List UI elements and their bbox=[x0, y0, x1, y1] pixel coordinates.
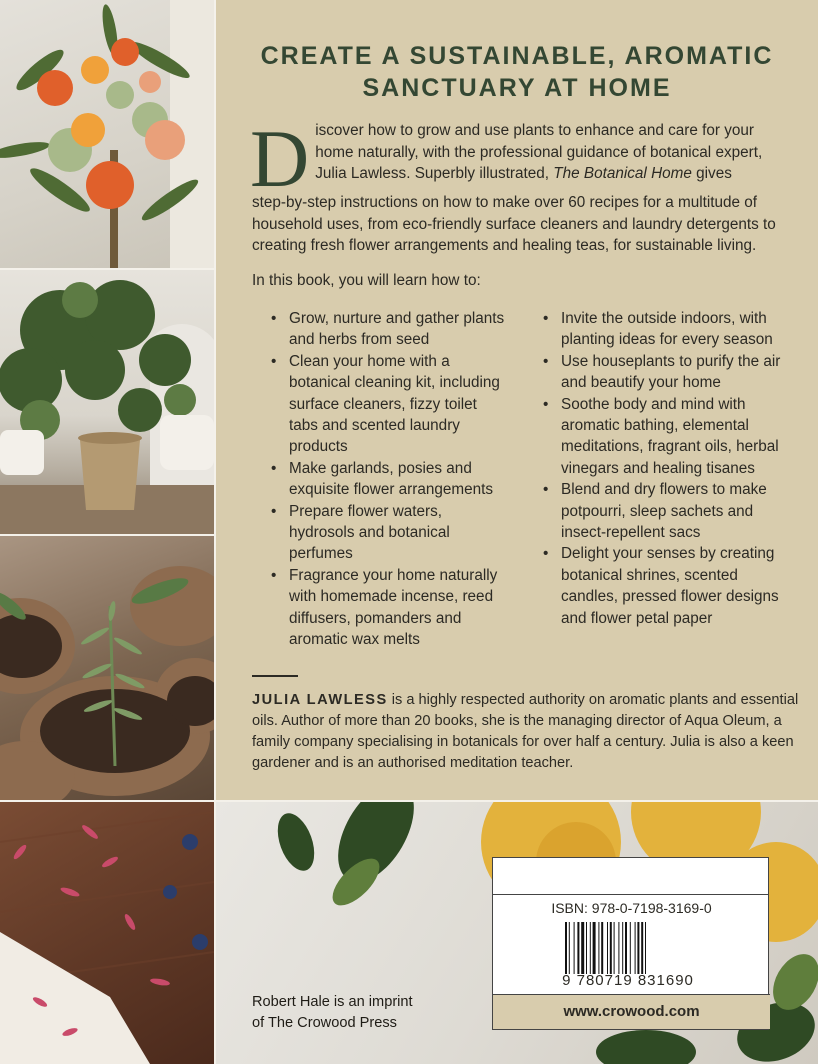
bullet-line: tabs and scented laundry bbox=[289, 417, 460, 435]
bullet-line: • Invite the outside indoors, with bbox=[561, 310, 767, 327]
publisher-url: www.crowood.com bbox=[493, 994, 770, 1029]
bullet-line: • Prepare flower waters, bbox=[289, 502, 443, 520]
bullet-line: aromatic wax melts bbox=[289, 631, 420, 649]
intro-line-text: Julia Lawless. Superbly illustrated, bbox=[315, 165, 554, 182]
bullet-line: surface cleaners, fizzy toilet bbox=[289, 395, 477, 413]
bullet-item bbox=[543, 394, 803, 480]
intro-line bbox=[252, 163, 780, 185]
bullet-list-left bbox=[271, 308, 511, 651]
bullet-line: botanical shrines, scented bbox=[561, 566, 738, 584]
flower-bouquet-photo bbox=[0, 0, 214, 268]
page-title bbox=[216, 40, 818, 104]
barcode-icon bbox=[563, 922, 695, 974]
intro-paragraph bbox=[250, 113, 780, 257]
intro-line: home naturally, with the professional guidance of botanical expert, bbox=[315, 143, 763, 161]
bullet-list-right bbox=[543, 308, 803, 629]
bullet-item bbox=[271, 351, 511, 458]
bullet-item bbox=[271, 308, 511, 351]
title-line-2: SANCTUARY AT HOME bbox=[362, 74, 672, 102]
isbn-label: ISBN: 978-0-7198-3169-0 bbox=[551, 900, 712, 916]
intro-line: creating fresh flower arrangements and healing teas, for sustainable living. bbox=[252, 237, 757, 254]
bullet-line: planting ideas for every season bbox=[561, 331, 773, 349]
bullet-line: candles, pressed flower designs bbox=[561, 588, 779, 606]
bullet-item bbox=[543, 308, 803, 351]
bio-line: gardener and is an authorised meditation teacher. bbox=[252, 755, 574, 771]
title-line-1: CREATE A SUSTAINABLE, AROMATIC bbox=[260, 42, 774, 70]
text-panel bbox=[216, 0, 818, 800]
bullet-line: with homemade incense, reed bbox=[289, 588, 494, 606]
bio-line bbox=[252, 690, 799, 711]
learn-intro: In this book, you will learn how to: bbox=[252, 272, 481, 289]
drop-cap: D bbox=[250, 113, 310, 204]
bullet-line: • Clean your home with a bbox=[289, 352, 450, 370]
barcode-digits: 9 780719 831690 bbox=[562, 972, 694, 989]
imprint-note bbox=[252, 992, 413, 1033]
book-title: The Botanical Home bbox=[553, 165, 692, 182]
bullet-line: aromatic bathing, elemental bbox=[561, 417, 749, 435]
bullet-item bbox=[543, 543, 803, 629]
bullet-item bbox=[271, 501, 511, 565]
seedling-pots-photo bbox=[0, 536, 214, 800]
intro-line: household uses, from eco-friendly surface cleaners and laundry detergents to bbox=[252, 215, 776, 233]
bullet-line: • Fragrance your home naturally bbox=[289, 566, 498, 584]
bio-line: family company specialising in botanicals for over half a century. Julia is also a keen bbox=[252, 734, 794, 750]
bullet-line: • Blend and dry flowers to make bbox=[561, 481, 767, 499]
row-divider bbox=[0, 800, 818, 802]
bullet-line: perfumes bbox=[289, 545, 353, 563]
author-bio bbox=[252, 690, 799, 774]
intro-line: step-by-step instructions on how to make over 60 recipes for a multitude of bbox=[252, 194, 758, 211]
bullet-line: vinegars and healing tisanes bbox=[561, 459, 755, 477]
bullet-line: meditations, fragrant oils, herbal bbox=[561, 438, 779, 456]
section-rule bbox=[252, 675, 298, 677]
imprint-line: of The Crowood Press bbox=[252, 1014, 397, 1031]
bullet-line: and beautify your home bbox=[561, 374, 721, 392]
bullet-line: and herbs from seed bbox=[289, 331, 430, 349]
bio-line: oils. Author of more than 20 books, she is the managing director of Aqua Oleum, a bbox=[252, 713, 782, 729]
bullet-line: • Delight your senses by creating bbox=[561, 545, 775, 563]
bullet-line: • Soothe body and mind with bbox=[561, 395, 746, 413]
bullet-line: • Make garlands, posies and bbox=[289, 459, 472, 477]
intro-line-text: gives bbox=[691, 165, 732, 182]
bullet-line: and flower petal paper bbox=[561, 609, 713, 627]
bullet-item bbox=[543, 479, 803, 543]
imprint-line: Robert Hale is an imprint bbox=[252, 994, 413, 1010]
bullet-line: • Grow, nurture and gather plants bbox=[289, 310, 505, 327]
bullet-line: botanical cleaning kit, including bbox=[289, 374, 500, 392]
price-area bbox=[493, 858, 768, 895]
bullet-item bbox=[271, 458, 511, 501]
bullet-line: diffusers, pomanders and bbox=[289, 609, 462, 627]
bullet-line: potpourri, sleep sachets and bbox=[561, 502, 754, 520]
bullet-line: products bbox=[289, 438, 348, 456]
bullet-item bbox=[271, 565, 511, 651]
barcode-box bbox=[492, 857, 769, 1030]
bullet-line: insect-repellent sacs bbox=[561, 524, 701, 542]
bullet-line: • Use houseplants to purify the air bbox=[561, 352, 781, 370]
intro-line: iscover how to grow and use plants to enhance and care for your bbox=[315, 122, 754, 139]
author-name: JULIA LAWLESS bbox=[252, 692, 388, 708]
bullet-line: hydrosols and botanical bbox=[289, 524, 450, 542]
bullet-item bbox=[543, 351, 803, 394]
interior-plants-photo bbox=[0, 270, 214, 534]
bio-text: is a highly respected authority on aromatic plants and essential bbox=[387, 692, 799, 708]
bullet-line: exquisite flower arrangements bbox=[289, 481, 494, 499]
pressed-petals-photo bbox=[0, 802, 214, 1064]
